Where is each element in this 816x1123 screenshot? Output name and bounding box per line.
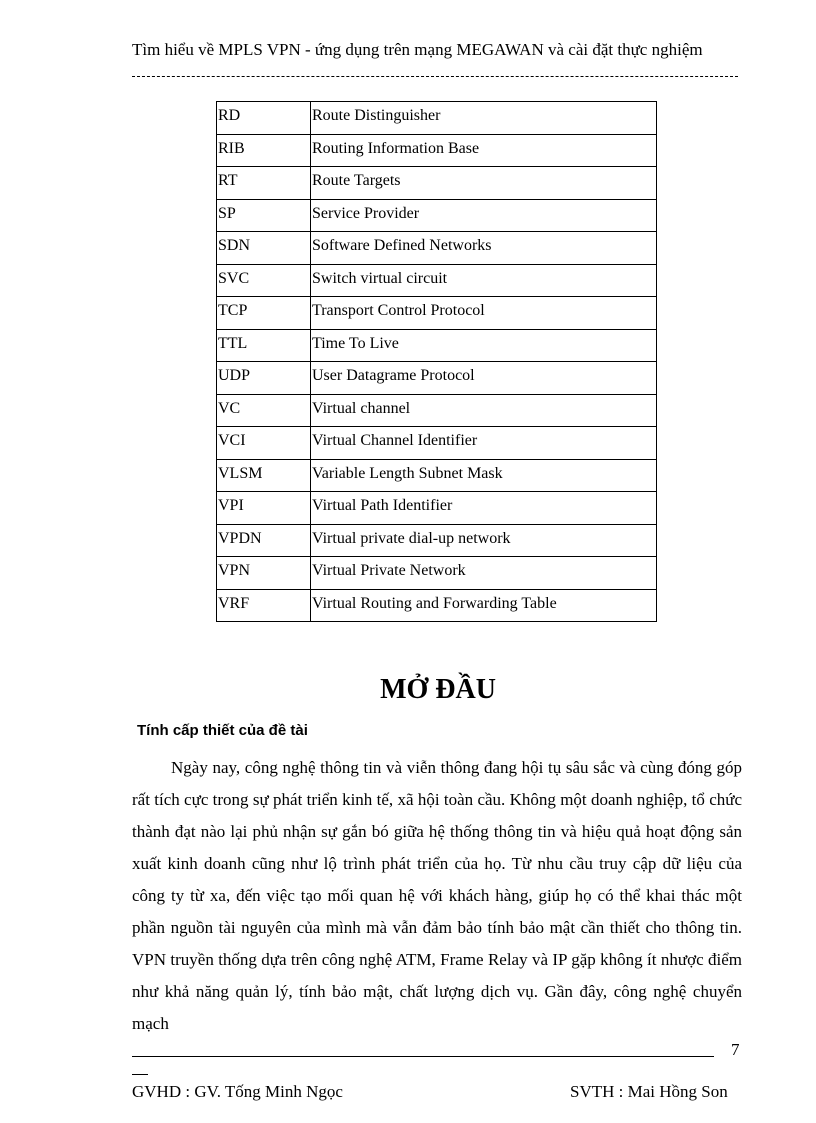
abbreviation-code: SP [217, 199, 311, 232]
abbreviation-meaning: Routing Information Base [311, 134, 657, 167]
table-row [217, 394, 657, 427]
section-title: MỞ ĐẦU [380, 674, 496, 705]
abbreviation-meaning: Service Provider [311, 199, 657, 232]
table-row [217, 264, 657, 297]
body-paragraph: Ngày nay, công nghệ thông tin và viễn thông đang hội tụ sâu sắc và cùng đóng góp rất tích cực trong sự phát triển kinh tế, xã hội toàn cầu. Không một doanh nghiệp, tổ chức thành đạt nào lại phủ nhận sự gắn bó giữa hệ thống thông tin và hiệu quả hoạt động sản xuất kinh doanh cũng như lộ trình phát triển của họ. Từ nhu cầu truy cập dữ liệu của công ty từ xa, đến việc tạo mối quan hệ với khách hàng, giúp họ có thể khai thác một phần nguồn tài nguyên của mình mà vẫn đảm bảo tính bảo mật cần thiết cho thông tin. VPN truyền thống dựa trên công nghệ ATM, Frame Relay và IP gặp không ít nhược điểm như khả năng quản lý, tính bảo mật, chất lượng dịch vụ. Gần đây, công nghệ chuyển mạch [132, 758, 742, 1033]
table-row [217, 459, 657, 492]
abbreviation-code: VRF [217, 589, 311, 622]
table-row [217, 589, 657, 622]
abbreviation-code: VPDN [217, 524, 311, 557]
table-row [217, 492, 657, 525]
footer-supervisor: GVHD : GV. Tống Minh Ngọc [132, 1082, 343, 1101]
header-divider [132, 76, 738, 77]
page-number: 7 [731, 1040, 740, 1059]
abbreviation-meaning: Virtual Path Identifier [311, 492, 657, 525]
abbreviation-meaning: Virtual Routing and Forwarding Table [311, 589, 657, 622]
abbreviation-code: VPI [217, 492, 311, 525]
abbreviation-meaning: Virtual channel [311, 394, 657, 427]
abbreviation-meaning: Time To Live [311, 329, 657, 362]
table-row [217, 362, 657, 395]
table-row [217, 557, 657, 590]
abbreviation-code: TTL [217, 329, 311, 362]
footer-divider-short [132, 1074, 148, 1075]
table-row [217, 102, 657, 135]
abbreviation-code: RT [217, 167, 311, 200]
abbreviation-meaning: User Datagrame Protocol [311, 362, 657, 395]
abbreviation-code: UDP [217, 362, 311, 395]
abbreviation-code: VPN [217, 557, 311, 590]
table-row [217, 427, 657, 460]
abbreviation-meaning: Route Targets [311, 167, 657, 200]
table-row [217, 199, 657, 232]
abbreviation-meaning: Variable Length Subnet Mask [311, 459, 657, 492]
abbreviation-code: SDN [217, 232, 311, 265]
abbreviation-table [216, 101, 657, 622]
abbreviation-meaning: Virtual private dial-up network [311, 524, 657, 557]
table-row [217, 329, 657, 362]
table-row [217, 134, 657, 167]
abbreviation-code: TCP [217, 297, 311, 330]
abbreviation-code: SVC [217, 264, 311, 297]
abbreviation-code: VLSM [217, 459, 311, 492]
abbreviation-code: VC [217, 394, 311, 427]
abbreviation-meaning: Transport Control Protocol [311, 297, 657, 330]
abbreviation-code: RD [217, 102, 311, 135]
footer-student: SVTH : Mai Hồng Son [570, 1082, 728, 1101]
table-row [217, 297, 657, 330]
section-subheading: Tính cấp thiết của đề tài [137, 722, 308, 739]
abbreviation-meaning: Switch virtual circuit [311, 264, 657, 297]
abbreviation-meaning: Route Distinguisher [311, 102, 657, 135]
table-row [217, 167, 657, 200]
abbreviation-code: RIB [217, 134, 311, 167]
page-header-title: Tìm hiểu về MPLS VPN - ứng dụng trên mạng MEGAWAN và cài đặt thực nghiệm [132, 40, 703, 59]
abbreviation-meaning: Virtual Private Network [311, 557, 657, 590]
abbreviation-code: VCI [217, 427, 311, 460]
table-row [217, 232, 657, 265]
abbreviation-meaning: Virtual Channel Identifier [311, 427, 657, 460]
table-row [217, 524, 657, 557]
footer-divider [132, 1056, 714, 1057]
abbreviation-meaning: Software Defined Networks [311, 232, 657, 265]
